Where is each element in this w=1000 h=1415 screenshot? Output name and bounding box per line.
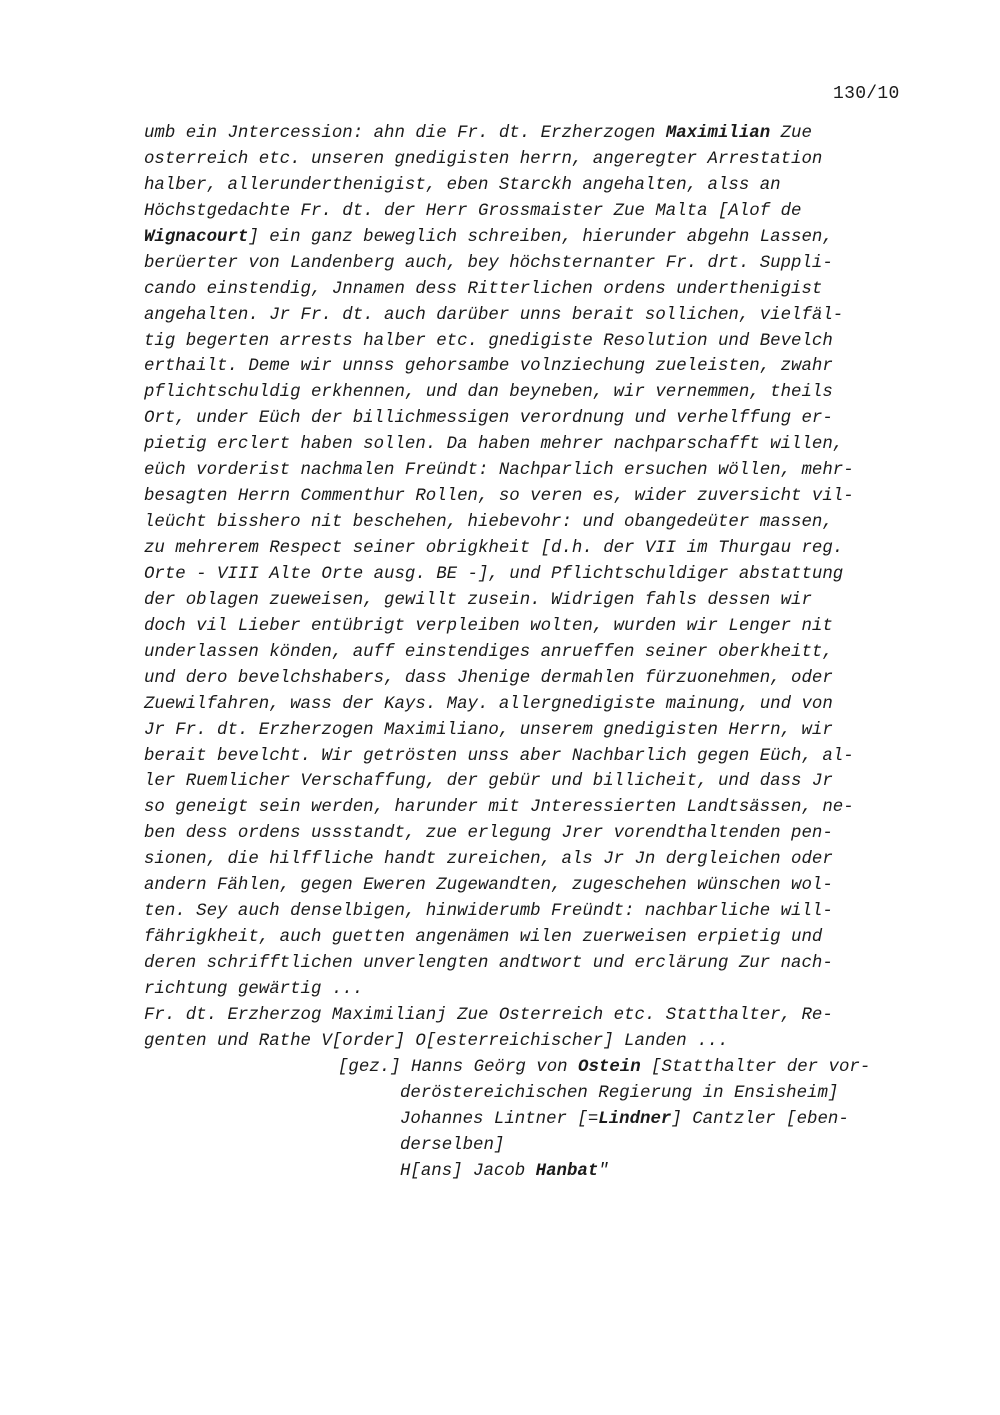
text-segment: cando einstendig, Jnnamen dess Ritterlichen ordens underthenigist xyxy=(144,279,823,299)
signature-line xyxy=(144,1107,944,1133)
bold-name: Lindner xyxy=(598,1109,672,1129)
text-line xyxy=(144,614,944,640)
text-line xyxy=(144,718,944,744)
text-segment: H[ans] Jacob xyxy=(400,1161,536,1181)
text-line xyxy=(144,147,944,173)
text-line xyxy=(144,769,944,795)
text-segment: osterreich etc. unseren gnedigisten herrn, angeregter Arrestation xyxy=(144,149,823,169)
text-line xyxy=(144,251,944,277)
text-line xyxy=(144,432,944,458)
text-line xyxy=(144,899,944,925)
text-line xyxy=(144,640,944,666)
text-segment: Zue xyxy=(770,124,812,143)
bold-name: Ostein xyxy=(578,1057,641,1077)
text-line xyxy=(144,821,944,847)
signature-block xyxy=(144,1055,944,1185)
text-segment: " xyxy=(598,1161,609,1181)
text-line xyxy=(144,873,944,899)
text-line xyxy=(144,354,944,380)
text-line xyxy=(144,536,944,562)
text-line xyxy=(144,744,944,770)
text-line xyxy=(144,925,944,951)
text-segment: angehalten. Jr Fr. dt. auch darüber unns berait sollichen, vielfäl- xyxy=(144,305,844,325)
text-segment: ] Cantzler [eben- xyxy=(671,1109,849,1129)
text-line xyxy=(144,406,944,432)
text-line xyxy=(144,199,944,225)
text-segment: deren schrifftlichen unverlengten andtwort und erclärung Zur nach- xyxy=(144,954,833,973)
text-line xyxy=(144,795,944,821)
text-line xyxy=(144,1003,944,1029)
page-number: 130/10 xyxy=(833,84,900,104)
text-segment: so geneigt sein werden, harunder mit Jnteressierten Landtsässen, ne- xyxy=(144,798,854,818)
text-segment: Fr. dt. Erzherzog Maximilianj Zue Osterreich etc. Statthalter, Re- xyxy=(144,1005,833,1025)
text-segment: deröstereichischen Regierung in Ensisheim] xyxy=(400,1083,839,1103)
text-segment: underlassen könden, auff einstendiges anrueffen seiner oberkheitt, xyxy=(144,642,833,662)
text-segment: fährigkheit, auch guetten angenämen wilen zuerweisen erpietig und xyxy=(144,928,823,948)
text-segment: [Statthalter der vor- xyxy=(640,1057,871,1077)
text-line xyxy=(144,329,944,355)
text-segment: erthailt. Deme wir unnss gehorsambe volnziechung zueleisten, zwahr xyxy=(144,357,833,377)
text-segment: Orte - VIII Alte Orte ausg. BE -], und Pflichtschuldiger abstattung xyxy=(144,564,844,584)
text-line xyxy=(144,173,944,199)
text-segment: tig begerten arrests halber etc. gnedigiste Resolution und Bevelch xyxy=(144,331,833,351)
signature-line xyxy=(144,1133,944,1159)
text-segment: halber, allerunderthenigist, eben Starckh angehalten, alss an xyxy=(144,175,781,195)
text-segment: umb ein Jntercession: ahn die Fr. dt. Erzherzogen xyxy=(144,124,666,143)
text-segment: pietig erclert haben sollen. Da haben mehrer nachparschafft willen, xyxy=(144,435,844,455)
text-line xyxy=(144,303,944,329)
signature-line xyxy=(144,1055,944,1081)
text-segment: eüch vorderist nachmalen Freündt: Nachparlich ersuchen wöllen, mehr- xyxy=(144,461,854,481)
text-line xyxy=(144,562,944,588)
text-segment: sionen, die hilffliche handt zureichen, als Jr Jn dergleichen oder xyxy=(144,850,833,870)
text-segment: Höchstgedachte Fr. dt. der Herr Grossmaister Zue Malta [Alof de xyxy=(144,201,802,221)
text-segment: der oblagen zueweisen, gewillt zusein. Widrigen fahls dessen wir xyxy=(144,590,812,610)
text-line xyxy=(144,1029,944,1055)
text-segment: berüerter von Landenberg auch, bey höchsternanter Fr. drt. Suppli- xyxy=(144,253,833,273)
text-line xyxy=(144,510,944,536)
text-line xyxy=(144,225,944,251)
text-segment: derselben] xyxy=(400,1135,505,1155)
document-body xyxy=(144,121,944,1184)
text-line xyxy=(144,121,944,147)
signature-line xyxy=(144,1081,944,1107)
text-line xyxy=(144,847,944,873)
text-segment: ten. Sey auch denselbigen, hinwiderumb Freündt: nachbarliche will- xyxy=(144,902,833,922)
text-segment: besagten Herrn Commenthur Rollen, so veren es, wider zuversicht vil- xyxy=(144,487,854,507)
text-segment: doch vil Lieber entübrigt verpleiben wolten, wurden wir Lenger nit xyxy=(144,616,833,636)
text-line xyxy=(144,588,944,614)
text-segment: und dero bevelchshabers, dass Jhenige dermahlen fürzuonehmen, oder xyxy=(144,668,833,688)
text-segment: genten und Rathe V[order] O[esterreichischer] Landen ... xyxy=(144,1031,729,1051)
bold-name: Wignacourt xyxy=(144,227,249,247)
text-segment: richtung gewärtig ... xyxy=(144,979,364,999)
text-line xyxy=(144,951,944,977)
text-segment: Zuewilfahren, wass der Kays. May. allergnedigiste mainung, und von xyxy=(144,694,833,714)
text-line xyxy=(144,380,944,406)
text-line xyxy=(144,692,944,718)
text-segment: ben dess ordens ussstandt, zue erlegung Jrer vorendthaltenden pen- xyxy=(144,824,833,844)
text-segment: pflichtschuldig erkhennen, und dan beyneben, wir vernemmen, theils xyxy=(144,383,833,403)
text-line xyxy=(144,484,944,510)
text-segment: Jr Fr. dt. Erzherzogen Maximiliano, unserem gnedigisten Herrn, wir xyxy=(144,720,833,740)
signature-line xyxy=(144,1159,944,1185)
text-segment: ler Ruemlicher Verschaffung, der gebür und billicheit, und dass Jr xyxy=(144,772,833,792)
text-line xyxy=(144,977,944,1003)
text-segment: andern Fählen, gegen Eweren Zugewandten, zugeschehen wünschen wol- xyxy=(144,876,833,896)
text-line xyxy=(144,458,944,484)
bold-name: Hanbat xyxy=(535,1161,599,1181)
text-segment: [gez.] Hanns Geörg von xyxy=(338,1057,579,1077)
text-line xyxy=(144,666,944,692)
bold-name: Maximilian xyxy=(665,124,771,143)
text-segment: leücht bisshero nit beschehen, hiebevohr: und obangedeüter massen, xyxy=(144,513,833,533)
text-segment: zu mehrerem Respect seiner obrigkheit [d.h. der VII im Thurgau reg. xyxy=(144,539,844,558)
text-segment: Ort, under Eüch der billichmessigen verordnung und verhelffung er- xyxy=(144,409,833,429)
text-segment: ] ein ganz beweglich schreiben, hierunder abgehn Lassen, xyxy=(248,227,833,247)
text-segment: Johannes Lintner [= xyxy=(400,1109,599,1129)
text-line xyxy=(144,277,944,303)
text-segment: berait bevelcht. Wir getrösten unss aber Nachbarlich gegen Eüch, al- xyxy=(144,746,854,766)
